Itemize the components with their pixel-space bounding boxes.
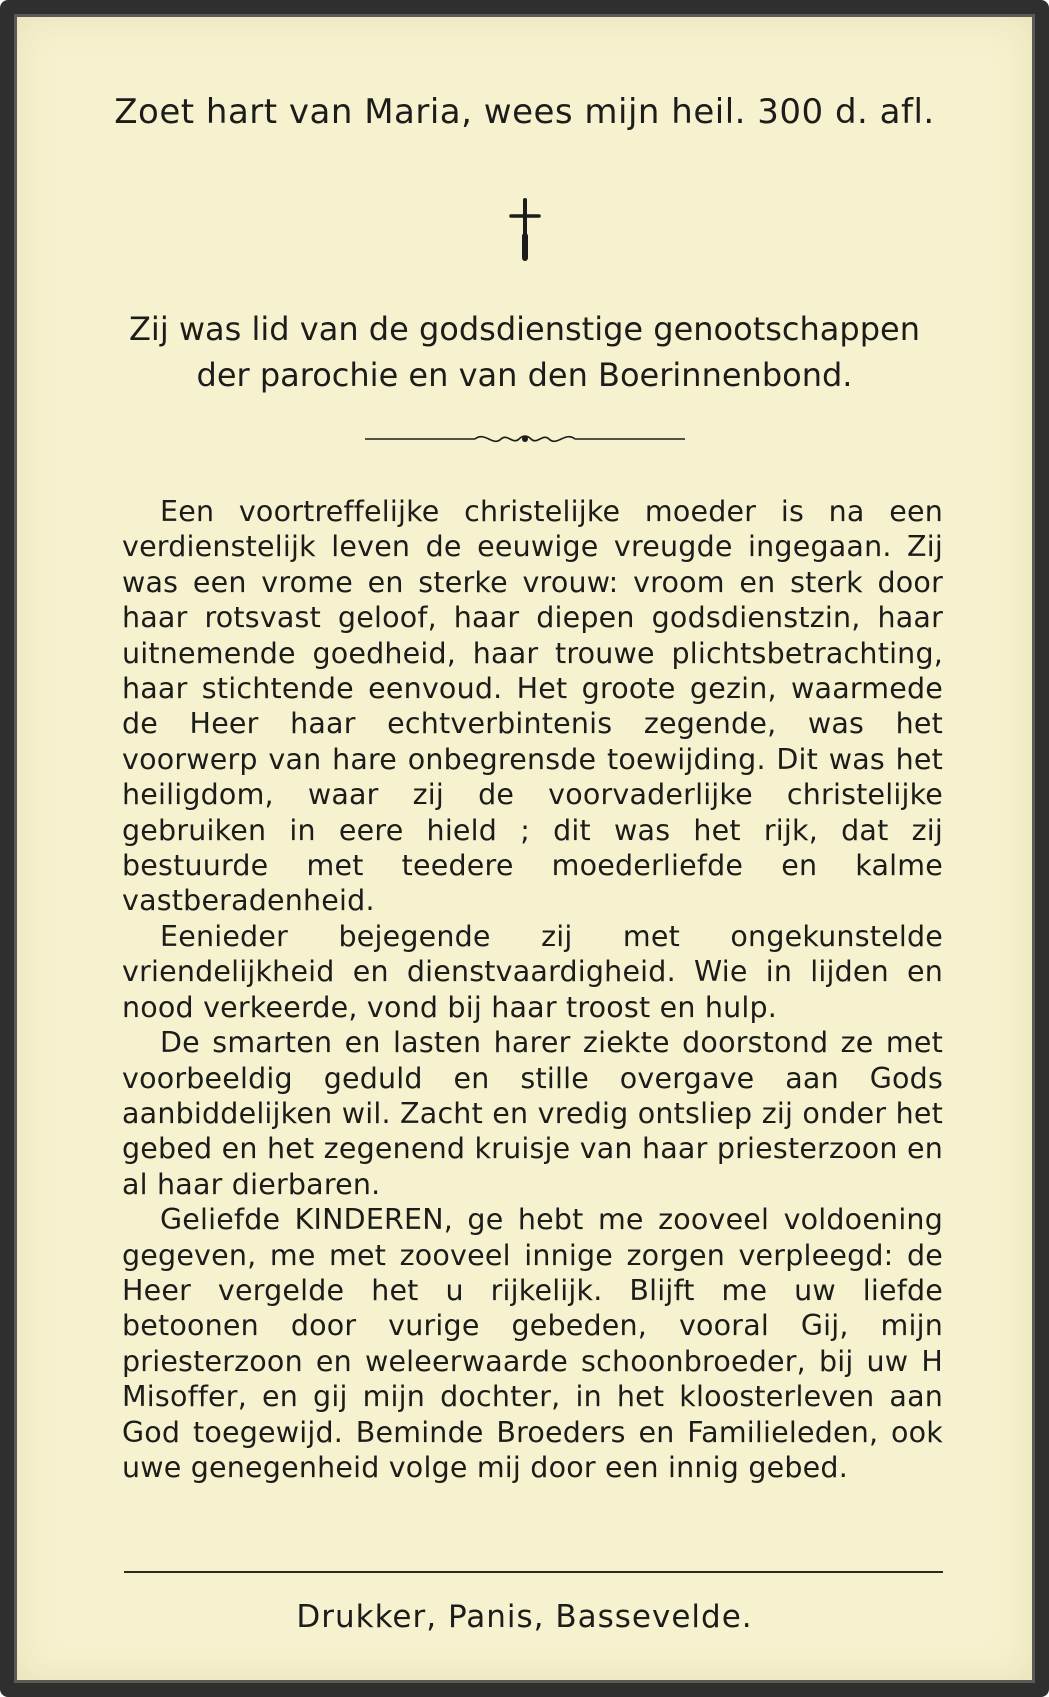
eulogy-paragraph: Een voortreffelijke christelijke moeder is na een verdienstelijk leven de eeuwige vreugde ingegaan. Zij was een vrome en sterke vrouw: vroom en sterk door haar rotsvast geloof, haar diepen godsdienstzin, haar uitnemende goedheid, haar trouwe plichtsbetrachting, haar stichtende eenvoud. Het groote gezin, waarmede de Heer haar echtverbintenis zegende, was het voorwerp van hare onbegrensde toewijding. Dit was het heiligdom, waar zij de voorvaderlijke christelijke gebruiken in eere hield ; dit was het rijk, dat zij bestuurde met teedere moederliefde en kalme vastberadenheid.	[122, 495, 943, 918]
eulogy-paragraph: Geliefde KINDEREN, ge hebt me zooveel voldoening gegeven, me met zooveel innige zorgen verpleegd: de Heer vergelde het u rijkelijk. Blijft me uw liefde betoonen door vurige gebeden, vooral Gij, mijn priesterzoon en weleerwaarde schoonbroeder, bij uw H Misoffer, en gij mijn dochter, in het kloosterleven aan God toegewijd. Beminde Broeders en Familieleden, ook uwe genegenheid volge mij door een innig gebed.	[122, 1203, 943, 1484]
cross-icon	[505, 196, 545, 262]
footer-divider	[124, 1571, 943, 1573]
prayer-header: Zoet hart van Maria, wees mijn heil. 300 d. afl.	[114, 92, 935, 132]
ornament-divider	[365, 429, 685, 449]
membership-line-1: Zij was lid van de godsdienstige genootschappen	[129, 310, 920, 348]
membership-text	[94, 306, 955, 398]
eulogy-text	[122, 494, 943, 1485]
eulogy-paragraph: De smarten en lasten harer ziekte doorstond ze met voorbeeldig geduld en stille overgave aan Gods aanbiddelijken wil. Zacht en vredig ontsliep zij onder het gebed en het zegenend kruisje van haar priesterzoon en al haar dierbaren.	[122, 1026, 943, 1201]
eulogy-paragraph: Eenieder bejegende zij met ongekunstelde vriendelijkheid en dienstvaardigheid. Wie in lijden en nood verkeerde, vond bij haar troost en hulp.	[122, 919, 943, 1024]
membership-line-2: der parochie en van den Boerinnenbond.	[196, 356, 853, 394]
printer-credit: Drukker, Panis, Bassevelde.	[296, 1599, 753, 1635]
